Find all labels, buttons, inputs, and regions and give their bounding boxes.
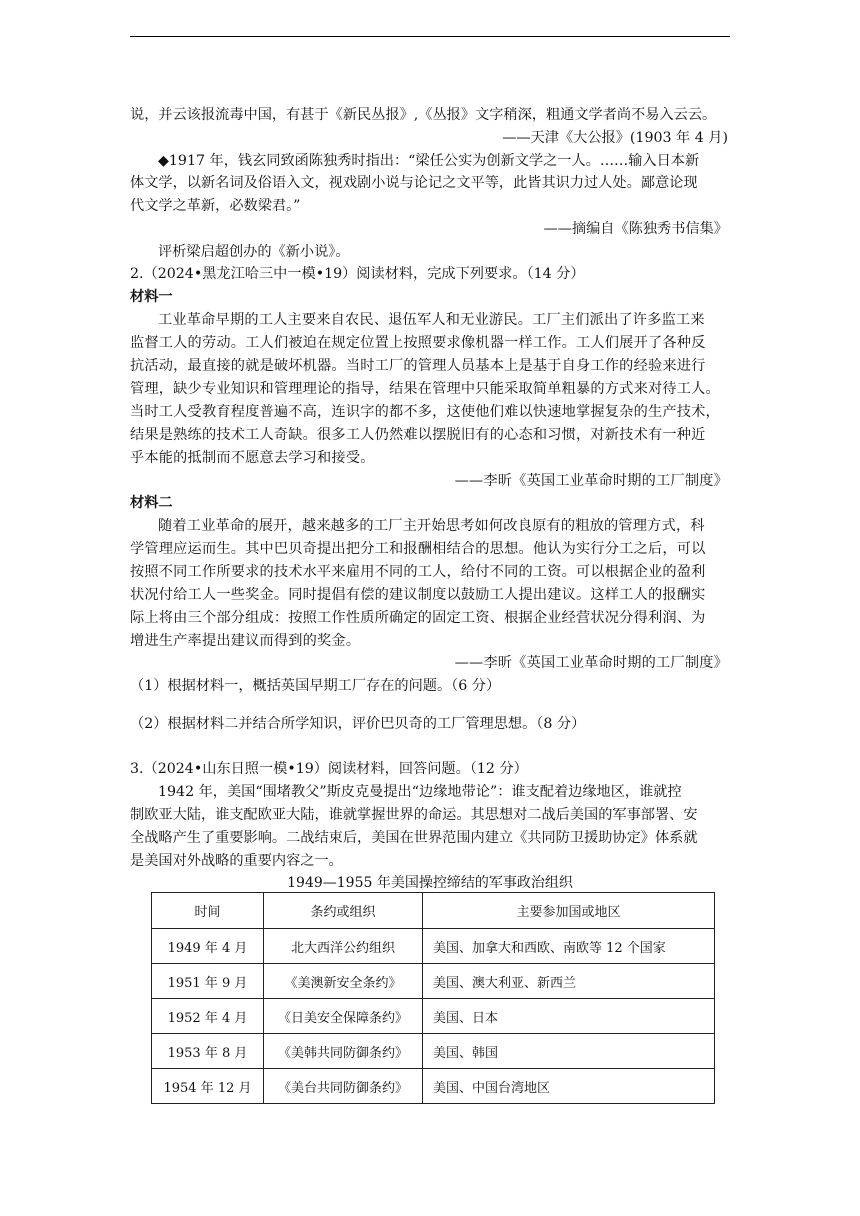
table-cell: 1954 年 12 月 [152,1069,264,1104]
table-row [152,929,715,964]
table-cell: 美国、日本 [423,999,715,1034]
q2-m2-line: 际上将由三个部分组成：按照工作性质所确定的固定工资、根据企业经营状况分得利润、为 [130,610,706,626]
table-cell: 《美澳新安全条约》 [264,964,423,999]
q2-title: 2.（2024•黑龙江哈三中一模•19）阅读材料，完成下列要求。（14 分） [130,266,585,282]
table-cell: 美国、韩国 [423,1034,715,1069]
q2-m1-line: 结果是熟练的技术工人奇缺。很多工人仍然难以摆脱旧有的心态和习惯，对新技术有一种近 [130,427,706,443]
table-cell: 《日美安全保障条约》 [264,999,423,1034]
q2-m1-line: 抗活动，最直接的就是破坏机器。当时工厂的管理人员基本上是基于自身工作的经验来进行 [130,358,706,374]
q2-m2-line: 学管理应运而生。其中巴贝奇提出把分工和报酬相结合的思想。他认为实行分工之后，可以 [130,541,706,557]
q2-m2-line: 状况付给工人一些奖金。同时提倡有偿的建议制度以鼓励工人提出建议。这样工人的报酬实 [130,587,706,603]
table-cell: 《美韩共同防御条约》 [264,1034,423,1069]
table-row [152,1069,715,1104]
q3-line: 是美国对外战略的重要内容之一。 [130,853,343,869]
q2-material-1-label: 材料一 [130,289,173,305]
q3-line: 制欧亚大陆，谁支配欧亚大陆，谁就掌握世界的命运。其思想对二战后美国的军事部署、安 [130,807,698,823]
header-rule [130,36,730,37]
table-row [152,999,715,1034]
military-organizations-table [151,892,715,1104]
intro-task: 评析梁启超创办的《新小说》。 [158,244,350,260]
q2-m2-line: 按照不同工作所要求的技术水平来雇用不同的工人，给付不同的工资。可以根据企业的盈利 [130,564,706,580]
table-cell: 1949 年 4 月 [152,929,264,964]
q2-m1-line: 管理，缺少专业知识和管理理论的指导，结果在管理中只能采取简单粗暴的方式来对待工人。 [130,381,720,397]
table-cell: 美国、中国台湾地区 [423,1069,715,1104]
table-header-cell: 条约或组织 [264,893,423,929]
q2-m1-line: 乎本能的抵制而不愿意去学习和接受。 [130,450,375,466]
q2-m2-line: 增进生产率提出建议而得到的奖金。 [130,633,361,649]
q2-material-2-label: 材料二 [130,495,173,511]
table-header-cell: 主要参加国或地区 [423,893,715,929]
intro-line-4: 代文学之革新，必数梁君。” [130,198,301,214]
q2-m1-line: 工业革命早期的工人主要来自农民、退伍军人和无业游民。工厂主们派出了许多监工来 [158,312,705,328]
table-caption: 1949—1955 年美国操控缔结的军事政治组织 [287,875,573,891]
q2-m2-line: 随着工业革命的展开，越来越多的工厂主开始思考如何改良原有的粗放的管理方式，科 [158,518,705,534]
intro-line-3: 体文学，以新名词及俗语入文，视戏剧小说与论记之文平等，此皆其识力过人处。鄙意论现 [130,175,698,191]
intro-line-1: 说，并云该报流毒中国，有甚于《新民丛报》,《丛报》文字稍深，粗通文学者尚不易入云云。 [130,107,717,123]
table-cell: 1953 年 8 月 [152,1034,264,1069]
q2-subquestion-2: （2）根据材料二并结合所学知识，评价巴贝奇的工厂管理思想。（8 分） [130,716,586,732]
q3-line: 1942 年，美国“围堵教父”斯皮克曼提出“边缘地带论”：谁支配着边缘地区，谁就控 [158,784,682,800]
q3-title: 3.（2024•山东日照一模•19）阅读材料，回答问题。（12 分） [130,761,528,777]
table-cell: 1952 年 4 月 [152,999,264,1034]
table-cell: 北大西洋公约组织 [264,929,423,964]
intro-source-1: ——天津《大公报》(1903 年 4 月) [502,130,728,146]
q2-m1-line: 监督工人的劳动。工人们被迫在规定位置上按照要求像机器一样工作。工人们展开了各种反 [130,335,706,351]
table-header-cell: 时间 [152,893,264,929]
table-cell: 美国、加拿大和西欧、南欧等 12 个国家 [423,929,715,964]
q2-subquestion-1: （1）根据材料一，概括英国早期工厂存在的问题。（6 分） [130,678,501,694]
table-cell: 美国、澳大利亚、新西兰 [423,964,715,999]
intro-source-2: ——摘编自《陈独秀书信集》 [543,221,728,237]
table-row [152,964,715,999]
q3-line: 全战略产生了重要影响。二战结束后，美国在世界范围内建立《共同防卫援助协定》体系就 [130,830,698,846]
q2-m1-source: ——李昕《英国工业革命时期的工厂制度》 [454,473,728,489]
intro-line-2: ◆1917 年，钱玄同致函陈独秀时指出：“梁任公实为创新文学之一人。……输入日本新 [158,153,700,169]
q2-m1-line: 当时工人受教育程度普遍不高，连识字的都不多，这使他们难以快速地掌握复杂的生产技术， [130,404,720,420]
q2-m2-source: ——李昕《英国工业革命时期的工厂制度》 [454,655,728,671]
table-row [152,1034,715,1069]
table-cell: 《美台共同防御条约》 [264,1069,423,1104]
table-cell: 1951 年 9 月 [152,964,264,999]
table-header-row [152,893,715,929]
